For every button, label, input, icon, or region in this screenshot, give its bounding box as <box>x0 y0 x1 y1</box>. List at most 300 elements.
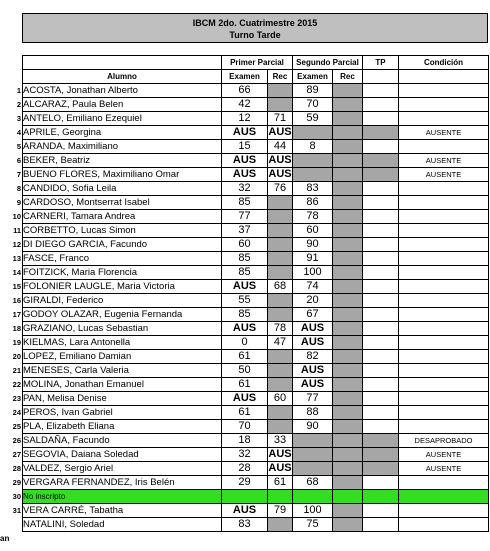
student-name: VALDEZ, Sergio Ariel <box>23 463 114 474</box>
r2-cell <box>333 336 363 350</box>
e1-cell: 42 <box>222 98 268 112</box>
tp-cell <box>363 210 399 224</box>
row-number: 23 <box>12 394 21 403</box>
row-number: 18 <box>12 324 21 333</box>
e2-cell <box>293 462 333 476</box>
cond-cell <box>399 490 489 504</box>
student-name-cell <box>16 168 222 182</box>
e2-cell: 86 <box>293 196 333 210</box>
table-row <box>23 112 489 126</box>
table-row <box>23 210 489 224</box>
table-row <box>23 434 489 448</box>
cond-cell <box>399 392 489 406</box>
student-name-cell <box>16 112 222 126</box>
student-name: DI DIEGO GARCIA, Facundo <box>23 239 148 250</box>
e2-cell: 78 <box>293 210 333 224</box>
r1-cell <box>268 378 293 392</box>
row-number: 19 <box>12 338 21 347</box>
e1-cell: 66 <box>222 84 268 98</box>
student-name-cell <box>12 406 222 420</box>
e2-cell: 75 <box>293 518 333 532</box>
student-name-cell <box>12 350 222 364</box>
r2-cell <box>333 126 363 140</box>
tp-cell <box>363 238 399 252</box>
tp-header: TP <box>363 56 399 70</box>
cond-cell <box>399 266 489 280</box>
e2-cell: 77 <box>293 392 333 406</box>
table-row <box>23 420 489 434</box>
e1-cell: AUS <box>222 322 268 336</box>
r2-cell <box>333 154 363 168</box>
examen-1-header: Examen <box>222 70 268 84</box>
row-number: 4 <box>16 128 21 137</box>
student-name: BUENO FLORES, Maximiliano Omar <box>23 169 180 180</box>
r2-cell <box>333 224 363 238</box>
e1-cell <box>222 490 268 504</box>
r1-cell: 79 <box>268 504 293 518</box>
sheet-subtitle: Turno Tarde <box>229 30 281 40</box>
e1-cell: 85 <box>222 266 268 280</box>
student-name: GODOY OLAZAR, Eugenia Fernanda <box>23 309 183 320</box>
cond-cell <box>399 518 489 532</box>
e1-cell: 83 <box>222 518 268 532</box>
r1-cell <box>268 518 293 532</box>
r1-cell: 47 <box>268 336 293 350</box>
row-number: 26 <box>12 436 21 445</box>
e2-cell <box>293 126 333 140</box>
row-number: 8 <box>16 184 21 193</box>
student-name-cell <box>12 378 222 392</box>
r1-cell: AUS <box>268 462 292 474</box>
table-row <box>23 476 489 490</box>
tp-cell <box>363 294 399 308</box>
student-name: CORBETTO, Lucas Simon <box>23 225 136 236</box>
e1-cell: 60 <box>222 238 268 252</box>
student-name: APRILE, Georgina <box>23 127 102 138</box>
e2-cell: 59 <box>293 112 333 126</box>
r1-cell: 61 <box>268 476 293 490</box>
r2-cell <box>333 378 363 392</box>
tp-cell <box>363 84 399 98</box>
r1-cell <box>268 224 293 238</box>
student-name: ANTELO, Emiliano Ezequiel <box>23 113 142 124</box>
student-name: MENESES, Carla Valeria <box>23 365 129 376</box>
e1-cell: 61 <box>222 350 268 364</box>
table-row <box>23 364 489 378</box>
student-name-cell <box>12 322 222 336</box>
header-row-2 <box>23 70 489 84</box>
cond-cell <box>399 308 489 322</box>
cond-cell <box>399 378 489 392</box>
r2-cell <box>333 420 363 434</box>
cond-cell: DESAPROBADO <box>399 434 489 448</box>
sheet-title: IBCM 2do. Cuatrimestre 2015 <box>192 18 318 28</box>
cond-cell <box>399 84 489 98</box>
student-name: LOPEZ, Emiliano Damian <box>23 351 132 362</box>
r1-cell: 44 <box>268 140 293 154</box>
r2-cell <box>333 196 363 210</box>
row-number: 25 <box>12 422 21 431</box>
student-name-cell <box>12 266 222 280</box>
student-name: NATALINI, Soledad <box>23 519 105 530</box>
cond-cell <box>399 196 489 210</box>
r2-cell <box>333 406 363 420</box>
grades-table <box>12 55 489 532</box>
table-row <box>23 308 489 322</box>
tp-cell <box>363 266 399 280</box>
primer-parcial-header: Primer Parcial <box>222 56 293 70</box>
table-row <box>23 140 489 154</box>
student-name-cell <box>12 364 222 378</box>
e2-cell: 82 <box>293 350 333 364</box>
cond-cell <box>399 294 489 308</box>
r2-cell <box>333 322 363 336</box>
e1-cell: 70 <box>222 420 268 434</box>
table-row <box>23 518 489 532</box>
tp-cell <box>363 140 399 154</box>
student-name-cell <box>12 238 222 252</box>
alumno-header: Alumno <box>23 70 222 84</box>
tp-cell <box>363 126 399 140</box>
cond-cell <box>399 224 489 238</box>
segundo-parcial-header: Segundo Parcial <box>293 56 363 70</box>
student-name: FOLONIER LAUGLE, Maria Victoria <box>23 281 175 292</box>
r2-cell <box>333 98 363 112</box>
cond-cell <box>399 98 489 112</box>
student-name: MOLINA, Jonathan Emanuel <box>23 379 144 390</box>
row-number: 11 <box>13 226 21 235</box>
r2-cell <box>333 84 363 98</box>
r1-cell <box>268 84 293 98</box>
cond-cell <box>399 280 489 294</box>
row-number: 10 <box>12 212 21 221</box>
row-number: 29 <box>12 478 21 487</box>
e2-cell: 68 <box>293 476 333 490</box>
e1-cell: 85 <box>222 196 268 210</box>
tp-cell <box>363 182 399 196</box>
e2-cell: 100 <box>293 266 333 280</box>
student-name-cell <box>12 476 222 490</box>
e2-cell: AUS <box>293 336 333 350</box>
row-number: 15 <box>12 282 21 291</box>
tp-cell <box>363 196 399 210</box>
student-name-cell <box>12 210 222 224</box>
student-name: BEKER, Beatriz <box>23 155 91 166</box>
table-row <box>23 322 489 336</box>
r1-cell: 78 <box>268 322 293 336</box>
student-name: CANDIDO, Sofia Leila <box>23 183 117 194</box>
student-name: KIELMAS, Lara Antonella <box>23 337 131 348</box>
r1-cell <box>268 350 293 364</box>
r1-cell <box>268 98 293 112</box>
e1-cell: AUS <box>222 154 268 168</box>
e2-cell: 100 <box>293 504 333 518</box>
r2-cell <box>333 308 363 322</box>
row-number: 31 <box>12 506 21 515</box>
r2-cell <box>333 462 363 476</box>
row-number: 28 <box>12 464 21 473</box>
r2-cell <box>333 112 363 126</box>
student-name-cell <box>12 336 222 350</box>
row-number: 22 <box>12 380 21 389</box>
r2-cell <box>333 252 363 266</box>
table-row <box>23 294 489 308</box>
row-number: 5 <box>16 142 21 151</box>
e2-cell <box>293 448 333 462</box>
tp-cell <box>363 224 399 238</box>
e1-cell: 85 <box>222 252 268 266</box>
e1-cell: 28 <box>222 462 268 476</box>
tp-cell <box>363 462 399 476</box>
student-name: CARNERI, Tamara Andrea <box>23 211 136 222</box>
cond-cell: AUSENTE <box>399 448 489 462</box>
student-name-cell <box>16 182 222 196</box>
e2-cell <box>293 168 333 182</box>
e2-cell: 89 <box>293 84 333 98</box>
r2-cell <box>333 364 363 378</box>
student-name-cell <box>16 154 222 168</box>
r2-cell <box>333 490 363 504</box>
e2-cell: 20 <box>293 294 333 308</box>
student-name: CARDOSO, Montserrat Isabel <box>23 197 150 208</box>
r1-cell: AUS <box>268 154 292 166</box>
student-name: FASCE, Franco <box>23 253 89 264</box>
e2-cell: 70 <box>293 98 333 112</box>
student-name: No inscripto <box>23 492 66 501</box>
r2-cell <box>333 140 363 154</box>
e2-cell <box>293 434 333 448</box>
rec-2-header: Rec <box>333 70 363 84</box>
e1-cell: AUS <box>222 392 268 406</box>
e2-cell <box>293 490 333 504</box>
table-row <box>23 406 489 420</box>
tp-cell <box>363 504 399 518</box>
tp-cell <box>363 490 399 504</box>
table-row <box>23 168 489 182</box>
student-name-cell <box>16 126 222 140</box>
r2-cell <box>333 294 363 308</box>
student-name: SEGOVIA, Daiana Soledad <box>23 449 139 460</box>
tp-cell <box>363 98 399 112</box>
e1-cell: 18 <box>222 434 268 448</box>
student-name: ALCARAZ, Paula Belen <box>23 99 124 110</box>
student-name: PEROS, Ivan Gabriel <box>23 407 113 418</box>
table-row <box>23 336 489 350</box>
cond-cell <box>399 252 489 266</box>
student-name-cell <box>12 462 222 476</box>
table-row <box>23 98 489 112</box>
table-row <box>23 266 489 280</box>
condicion-header: Condición <box>399 56 489 70</box>
e1-cell: 12 <box>222 112 268 126</box>
r1-cell <box>268 294 293 308</box>
e2-cell: 60 <box>293 224 333 238</box>
student-name-cell <box>12 392 222 406</box>
cond-cell <box>399 364 489 378</box>
r1-cell <box>268 406 293 420</box>
row-number: 16 <box>12 296 21 305</box>
e2-cell: 90 <box>293 420 333 434</box>
cond-cell <box>399 336 489 350</box>
student-name-cell <box>12 448 222 462</box>
student-name: GRAZIANO, Lucas Sebastian <box>23 323 149 334</box>
r2-cell <box>333 280 363 294</box>
cond-cell: AUSENTE <box>399 126 489 140</box>
table-row <box>23 196 489 210</box>
student-name: VERA CARRÉ, Tabatha <box>23 505 124 516</box>
cond-cell <box>399 140 489 154</box>
tp-cell <box>363 336 399 350</box>
r2-cell <box>333 210 363 224</box>
e1-cell: 50 <box>222 364 268 378</box>
r2-cell <box>333 504 363 518</box>
r1-cell: AUS <box>268 448 292 460</box>
student-name: ACOSTA, Jonathan Alberto <box>23 85 138 96</box>
cond-cell: AUSENTE <box>399 462 489 476</box>
cond-cell <box>399 112 489 126</box>
table-row <box>23 182 489 196</box>
row-number: 20 <box>12 352 21 361</box>
tp-cell <box>363 364 399 378</box>
title-box <box>22 13 488 43</box>
student-name: FOITZICK, Maria Florencia <box>23 267 138 278</box>
table-row <box>23 224 489 238</box>
r1-cell <box>268 420 293 434</box>
e2-cell: 90 <box>293 238 333 252</box>
cond-cell <box>399 350 489 364</box>
e1-cell: 61 <box>222 378 268 392</box>
e1-cell: 85 <box>222 308 268 322</box>
student-name-cell <box>16 98 222 112</box>
e2-cell: 8 <box>293 140 333 154</box>
tp-cell <box>363 168 399 182</box>
e2-cell: 74 <box>293 280 333 294</box>
r1-cell: 68 <box>268 280 293 294</box>
e2-cell <box>293 154 333 168</box>
student-name-cell <box>12 420 222 434</box>
student-name: ARANDA, Maximiliano <box>23 141 119 152</box>
student-name: PLA, Elizabeth Eliana <box>23 421 115 432</box>
row-number: 27 <box>12 450 21 459</box>
blank-header <box>23 56 222 70</box>
row-number: 7 <box>16 170 21 179</box>
condicion-sub-header <box>399 70 489 84</box>
tp-cell <box>363 378 399 392</box>
r1-cell: 71 <box>268 112 293 126</box>
r1-cell <box>268 210 293 224</box>
r2-cell <box>333 476 363 490</box>
student-name-cell <box>16 140 222 154</box>
student-name-cell <box>12 434 222 448</box>
tp-cell <box>363 518 399 532</box>
cond-cell <box>399 238 489 252</box>
r2-cell <box>333 168 363 182</box>
r2-cell <box>333 266 363 280</box>
r1-cell: 76 <box>268 182 293 196</box>
student-name: SALDAÑA, Facundo <box>23 435 110 446</box>
cond-cell: AUSENTE <box>399 168 489 182</box>
e2-cell: AUS <box>293 364 333 378</box>
row-number: 2 <box>16 100 21 109</box>
table-row <box>23 252 489 266</box>
student-name-cell <box>12 252 222 266</box>
e1-cell: 15 <box>222 140 268 154</box>
e1-cell: 37 <box>222 224 268 238</box>
e2-cell: AUS <box>293 322 333 336</box>
cond-cell <box>399 504 489 518</box>
tp-cell <box>363 280 399 294</box>
r2-cell <box>333 518 363 532</box>
cond-cell <box>399 406 489 420</box>
e1-cell: 0 <box>222 336 268 350</box>
e1-cell: AUS <box>222 126 268 140</box>
tp-sub-header <box>363 70 399 84</box>
e2-cell: 88 <box>293 406 333 420</box>
row-number: 30 <box>12 492 21 501</box>
e2-cell: AUS <box>293 378 333 392</box>
e1-cell: AUS <box>222 504 268 518</box>
table-row <box>23 504 489 518</box>
row-number: 24 <box>12 408 21 417</box>
e1-cell: 61 <box>222 406 268 420</box>
row-number: 21 <box>12 366 21 375</box>
tp-cell <box>363 420 399 434</box>
r1-cell: AUS <box>268 168 292 180</box>
table-row <box>23 448 489 462</box>
rec-1-header: Rec <box>268 70 293 84</box>
tp-cell <box>363 434 399 448</box>
tp-cell <box>363 350 399 364</box>
row-number: 1 <box>16 86 21 95</box>
r2-cell <box>333 392 363 406</box>
row-number: 6 <box>16 156 21 165</box>
r2-cell <box>333 434 363 448</box>
r1-cell: 60 <box>268 392 293 406</box>
student-name-cell <box>16 196 222 210</box>
r1-cell: AUS <box>268 126 292 138</box>
table-row <box>23 238 489 252</box>
r1-cell <box>268 252 293 266</box>
table-row <box>23 490 489 504</box>
e1-cell: 29 <box>222 476 268 490</box>
row-number: 3 <box>16 114 21 123</box>
student-name-cell <box>12 504 222 518</box>
r1-cell <box>268 364 293 378</box>
e2-cell: 67 <box>293 308 333 322</box>
student-name-cell <box>12 280 222 294</box>
table-row <box>23 280 489 294</box>
e1-cell: 77 <box>222 210 268 224</box>
cond-cell <box>399 476 489 490</box>
table-row <box>23 84 489 98</box>
r1-cell <box>268 490 293 504</box>
r2-cell <box>333 350 363 364</box>
tp-cell <box>363 392 399 406</box>
student-name: VERGARA FERNANDEZ, Iris Belén <box>23 477 175 488</box>
table-row <box>23 462 489 476</box>
e2-cell: 91 <box>293 252 333 266</box>
r1-cell <box>268 196 293 210</box>
header-row-1 <box>23 56 489 70</box>
row-number: 9 <box>16 198 21 207</box>
student-name: PAN, Melisa Denise <box>23 393 107 404</box>
r1-cell <box>268 308 293 322</box>
cond-cell <box>399 210 489 224</box>
tp-cell <box>363 308 399 322</box>
student-name-cell <box>12 294 222 308</box>
left-edge-fragment: an <box>0 534 10 543</box>
tp-cell <box>363 154 399 168</box>
